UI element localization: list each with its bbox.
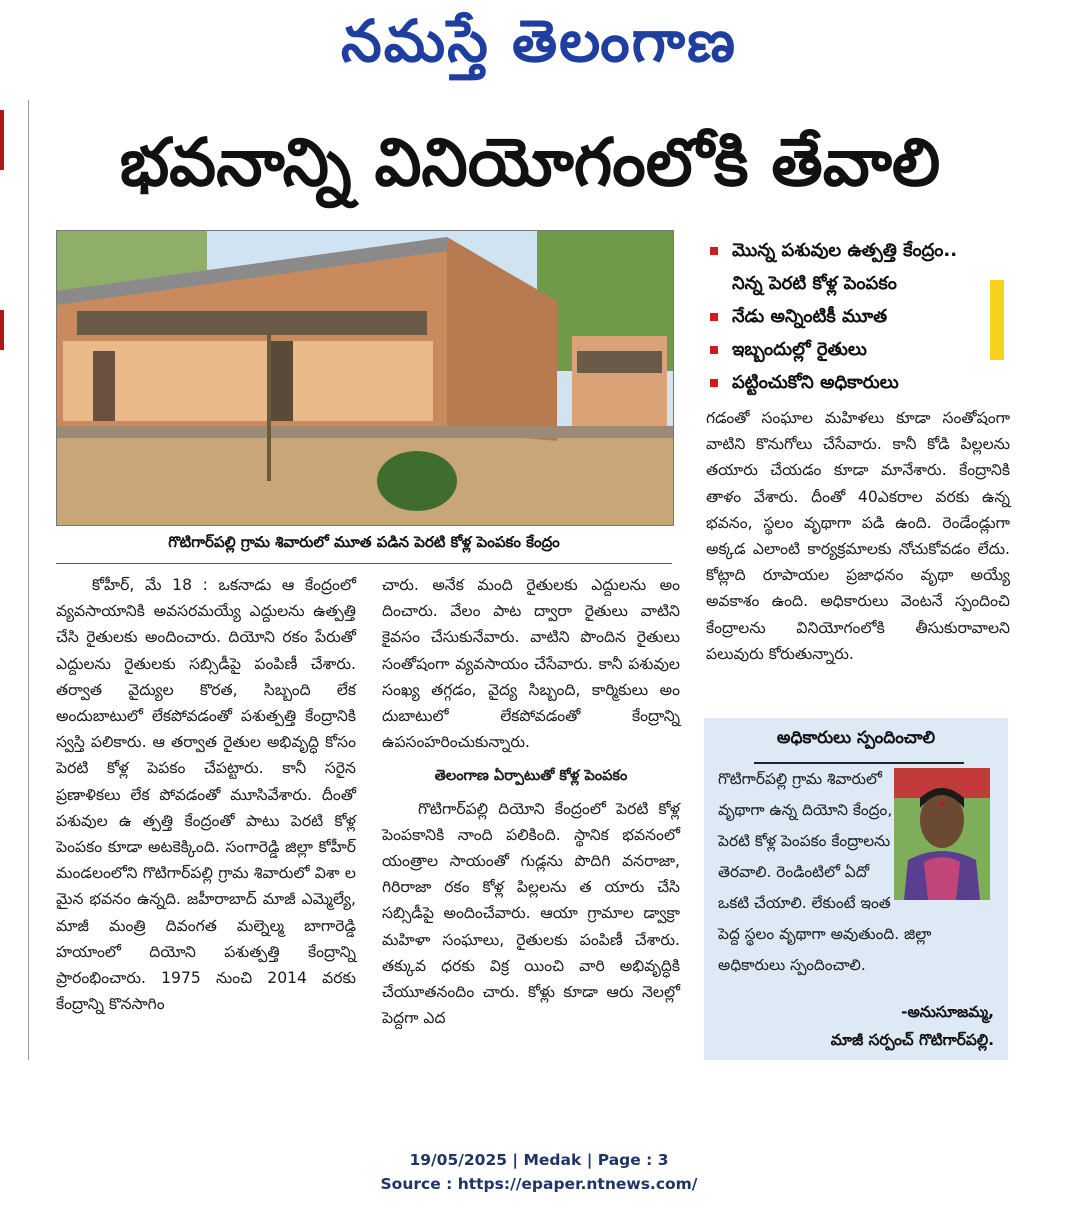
quote-signature: -అనుసూజమ్మ, మాజీ సర్పంచ్‌ గొటిగార్‌పల్లి. bbox=[830, 1003, 994, 1049]
highlight-item: నిన్న పెరటి కోళ్ల పెంపకం bbox=[732, 273, 897, 294]
caption-rule bbox=[56, 563, 672, 564]
article-text: గడంతో సంఘాల మహిళలు కూడా సంతోషంగా వాటిని కొనుగోలు చేసేవారు. కానీ కోడి పిల్లలను తయారు చేయడం కూడా మానేశారు. కేంద్రానికి తాళం వేశారు. దీంతో 40ఎకరాల వరకు ఉన్న భవనం, స్థలం వృథాగా పడి ఉంది. రెండేండ్లుగా అక్కడ ఎలాంటి కార్యక్రమాలకు నోచుకోవడం లేదు. కోట్లాది రూపాయల ప్రజాధనం వృథా అయ్యే అవకాశం ఉంది. అధికారులు వెంటనే స్పందించి కేంద్రాలను వినియోగంలోకి తీసుకురావాలని పలువురు కోరుతున్నారు. bbox=[706, 409, 1010, 663]
page-footer bbox=[0, 1148, 1078, 1196]
quote-text: గొటిగార్‌పల్లి గ్రామ శివారులో వృథాగా ఉన్న దియోని కేంద్రం, పెరటి కోళ్ల పెంపకం కేంద్రాలను తెరవాలి. రెండింటిలో ఏదో ఒకటి చేయాలి. లేకుంటే ఇంత పెద్ద స్థలం వృథాగా అవుతుంది. జిల్లా అధికారులు స్పందించాలి. bbox=[718, 770, 932, 974]
quote-box-title: అధికారులు స్పందించాలి bbox=[776, 728, 936, 748]
highlight-item: ఇబ్బందుల్లో రైతులు bbox=[704, 333, 1004, 366]
highlights-list bbox=[704, 234, 1004, 399]
bullet-square-icon bbox=[710, 247, 718, 255]
photo-caption: గొటిగార్‌పల్లి గ్రామ శివారులో మూత పడిన పెరటి కోళ్ల పెంపకం కేంద్రం bbox=[168, 533, 560, 551]
quote-box bbox=[704, 718, 1008, 1060]
edition-info: 19/05/2025 | Medak | Page : 3 bbox=[409, 1151, 669, 1169]
bullet-square-icon bbox=[710, 346, 718, 354]
article-subhead: తెలంగాణ ఏర్పాటుతో కోళ్ల పెంపకం bbox=[434, 768, 628, 785]
article-column-1 bbox=[56, 572, 356, 1017]
highlight-item: మొన్న పశువుల ఉత్పత్తి కేంద్రం.. bbox=[704, 234, 1004, 267]
source-link[interactable]: Source : https://epaper.ntnews.com/ bbox=[380, 1175, 698, 1193]
article-text: కోహీర్‌, మే 18 : ఒకనాడు ఆ కేంద్రంలో వ్యవసాయానికి అవసరమయ్యే ఎద్దులను ఉత్పత్తి చేసి రైతులకు అందించారు. దియోని రకం పేరుతో ఎద్దులను రైతులకు సబ్సిడీపై పంపిణీ చేశారు. తర్వాత వైద్యుల కొరత, సిబ్బంది లేక అందుబాటులో లేకపోవడంతో పశుత్పత్తి కేంద్రానికి స్వస్తి పలికారు. ఆ తర్వాత రైతుల అభివృద్ధి కోసం పెరటి కోళ్ల పెపకం చేపట్టారు. కానీ సరైన ప్రణాళికలు లేక పోవడంతో మూసివేశారు. దీంతో పశువుల ఉ త్పత్తి కేంద్రంతో పాటు పెరటి కోళ్ల పెంపకం కూడా అటకెక్కింది. సంగారెడ్డి జిల్లా కోహీర్‌ మండలంలోని గొటిగార్‌పల్లి గ్రామ శివారులో విశా ల మైన భవనం ఉన్నది. జహీరాబాద్‌ మాజీ ఎమ్మెల్యే, మాజీ మంత్రి దివంగత మల్నెల్మ బాగారెడ్డి హయాంలో దియోని పశుత్పత్తి కేంద్రాన్ని ప్రారంభించారు. 1975 నుంచి 2014 వరకు కేంద్రాన్ని కొనసాగిం bbox=[56, 576, 356, 1014]
highlight-item: నేడు అన్నింటికీ మూత bbox=[704, 300, 1004, 333]
bullet-square-icon bbox=[710, 313, 718, 321]
bullet-square-icon bbox=[710, 379, 718, 387]
headline: భవనాన్ని వినియోగంలోకి తేవాలి bbox=[119, 124, 941, 201]
column-divider bbox=[28, 100, 29, 1060]
highlight-item: పట్టించుకోని అధికారులు bbox=[704, 366, 1004, 399]
masthead-logo: నమస్తే తెలంగాణ bbox=[341, 7, 737, 75]
accent-bar bbox=[990, 280, 1004, 360]
portrait-photo bbox=[894, 768, 990, 900]
article-text: చారు. అనేక మంది రైతులకు ఎద్దులను అం దించారు. వేలం పాట ద్వారా రైతులు వాటిని కైవసం చేసుకునేవారు. వాటిని పొందిన రైతులు సంతోషంగా వ్యవసాయం చేసేవారు. కానీ పశువుల సంఖ్య తగ్గడం, వైద్య సిబ్బంది, కార్మికులు అం దుబాటులో లేకపోవడంతో కేంద్రాన్ని ఉపసంహరించుకున్నారు. bbox=[382, 576, 680, 752]
article-column-2 bbox=[382, 572, 680, 1031]
article-text: గొటిగార్‌పల్లి దియోని కేంద్రంలో పెరటి కోళ్ల పెంపకానికి నాంది పలికింది. స్థానిక భవనంలో యంత్రాల సాయంతో గుడ్లను పొదిగి వనరాజా, గిరిరాజా రకం కోళ్ల పిల్లలను త యారు చేసి సబ్సిడీపై అందించేవారు. ఆయా గ్రామాల డ్వాక్రా మహిళా సంఘాలు, రైతులకు పంపిణీ చేశారు. తక్కువ ధరకు విక్ర యించి వారి అభివృద్ధికి చేయూతనందిం చారు. కోళ్లు కూడా ఆరు నెలల్లో పెద్దగా ఎద bbox=[382, 799, 680, 1028]
adjacent-page-edge bbox=[0, 100, 6, 1060]
article-column-3 bbox=[706, 405, 1010, 667]
building-photo bbox=[56, 230, 674, 526]
